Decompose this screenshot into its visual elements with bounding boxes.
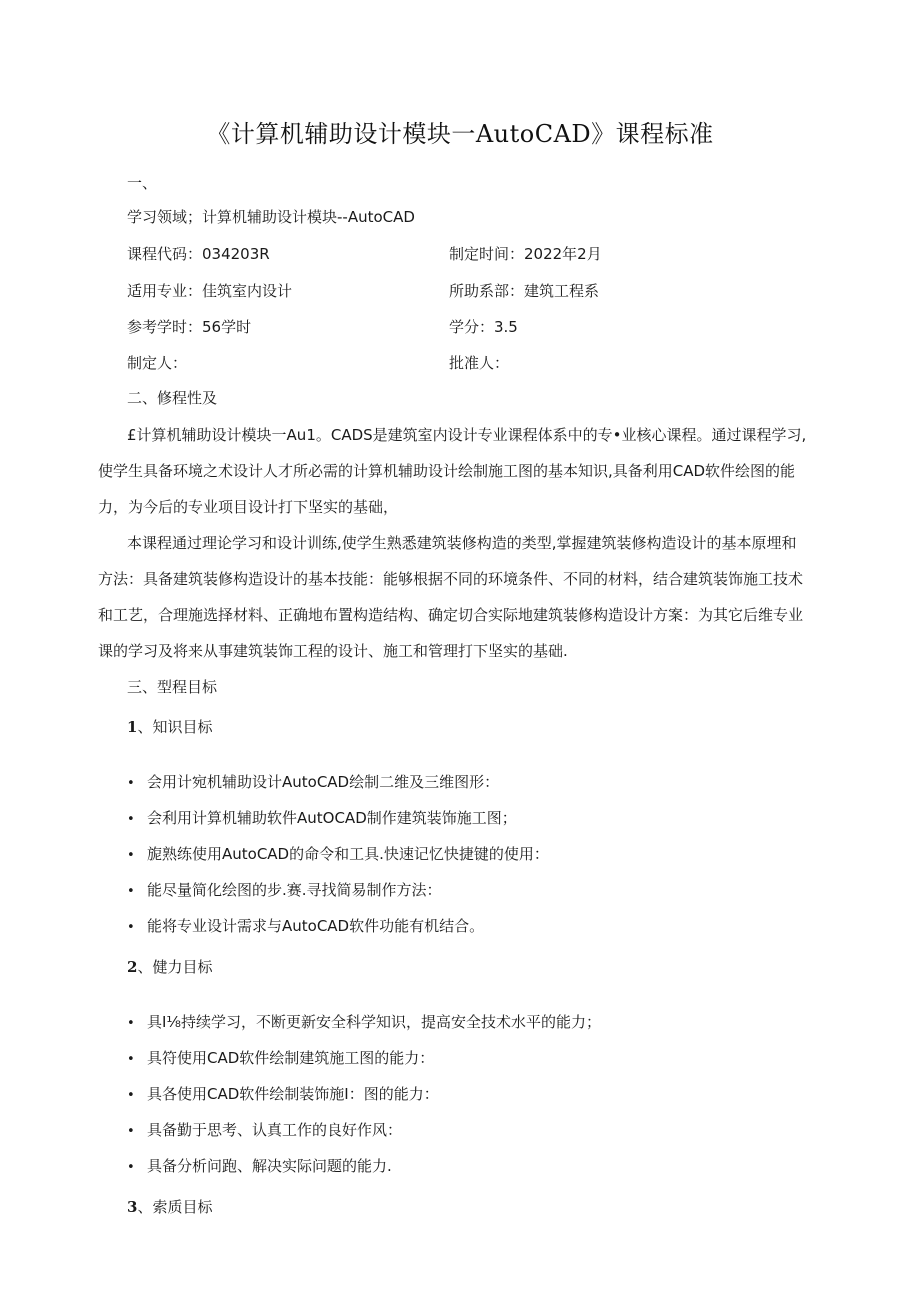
list-item-text: 具符使用CAD软件绘制建筑施工图的能力： (147, 1049, 435, 1067)
subheading-number: 2 (127, 958, 138, 976)
knowledge-list-item (127, 879, 442, 903)
knowledge-list-item (127, 915, 484, 939)
subheading-label: 、健力目标 (137, 958, 213, 976)
subheading-label: 、知识目标 (137, 718, 213, 736)
paragraph-2-line: 课的学习及将来从事建筑装饰工程的设计、施工和管理打下坚实的基础. (98, 642, 568, 660)
subheading-knowledge (127, 716, 212, 738)
knowledge-list-item (127, 807, 517, 831)
list-item-text: 会用计宛机辅助设计AutoCAD绘制二维及三维图形： (147, 773, 500, 791)
section-heading-1: 一、 (127, 174, 158, 192)
list-item-text: 具备分析问跑、解决实际问题的能力. (147, 1157, 392, 1175)
bullet-icon: • (127, 1088, 135, 1103)
knowledge-list-item (127, 843, 549, 867)
bullet-icon: • (127, 1016, 135, 1031)
info-approver: 批准人： (449, 354, 510, 372)
list-item-text: 具备勤于思考、认真工作的良好作风： (147, 1121, 403, 1139)
info-department: 所助系部：建筑工程系 (449, 282, 600, 300)
info-learning-domain: 学习领域；计算机辅助设计模块--AutoCAD (127, 208, 415, 226)
bullet-icon: • (127, 776, 135, 791)
paragraph-1-line: 力，为今后的专业项目设计打下坚实的基础， (98, 498, 399, 516)
ability-list-item (127, 1083, 439, 1107)
info-hours: 参考学时：56学时 (127, 318, 252, 336)
list-item-text: 能将专业设计需求与AutoCAD软件功能有机结合。 (147, 917, 485, 935)
knowledge-list-item (127, 771, 499, 795)
bullet-icon: • (127, 812, 135, 827)
section-heading-3: 三、型程目标 (127, 678, 218, 696)
info-course-code: 课程代码：034203R (127, 245, 270, 263)
subheading-number: 1 (127, 718, 138, 736)
bullet-icon: • (127, 1052, 135, 1067)
bullet-icon: • (127, 920, 135, 935)
bullet-icon: • (127, 848, 135, 863)
paragraph-2-line: 本课程通过理论学习和设计训练,使学生熟悉建筑装修构造的类型,掌握建筑装修构造设计的基本原埋和 (127, 534, 797, 552)
document-title: 《计算机辅助设计模块一AutoCAD》课程标准 (206, 120, 714, 148)
list-item-text: 会利用计算机辅助软件AutOCAD制作建筑装饰施工图； (147, 809, 517, 827)
section-heading-2: 二、修程性及 (127, 389, 218, 407)
info-major: 适用专业：佳筑室内设计 (127, 282, 293, 300)
info-author: 制定人： (127, 354, 188, 372)
bullet-icon: • (127, 884, 135, 899)
list-item-text: 旎熟练使用AutoCAD的命令和工具.快速记忆快捷键的使用： (147, 845, 549, 863)
ability-list-item (127, 1047, 434, 1071)
subheading-number: 3 (127, 1198, 138, 1216)
list-item-text: 具各使用CAD软件绘制装饰施I：图的能力： (147, 1085, 439, 1103)
paragraph-2-line: 方法：具备建筑装修构造设计的基本技能：能够根据不同的环境条件、不同的材料，结合建筑装饰施工技术 (98, 570, 804, 588)
subheading-quality (127, 1196, 212, 1218)
list-item-text: 能尽量简化绘图的步.赛.寻找简易制作方法： (147, 881, 442, 899)
ability-list-item (127, 1119, 402, 1143)
list-item-text: 具I⅛持续学习，不断更新安全科学知识，提高安全技术水平的能力； (147, 1013, 601, 1031)
subheading-ability (127, 956, 212, 978)
bullet-icon: • (127, 1124, 135, 1139)
ability-list-item (127, 1155, 392, 1179)
paragraph-1-line: £计算机辅助设计模块一Au1。CADS是建筑室内设计专业课程体系中的专•业核心课程。通过课程学习, (127, 426, 807, 444)
bullet-icon: • (127, 1160, 135, 1175)
paragraph-2-line: 和工艺，合理施选择材料、正确地布置构造结构、确定切合实际地建筑装修构造设计方案：为其它后维专业 (98, 606, 804, 624)
info-date: 制定时间：2022年2月 (449, 245, 602, 263)
info-credit: 学分：3.5 (449, 318, 518, 336)
paragraph-1-line: 使学生具备环境之术设计人才所必需的计算机辅助设计绘制施工图的基本知识,具备利用CAD软件绘图的能 (98, 462, 796, 480)
ability-list-item (127, 1011, 601, 1035)
subheading-label: 、索质目标 (137, 1198, 213, 1216)
